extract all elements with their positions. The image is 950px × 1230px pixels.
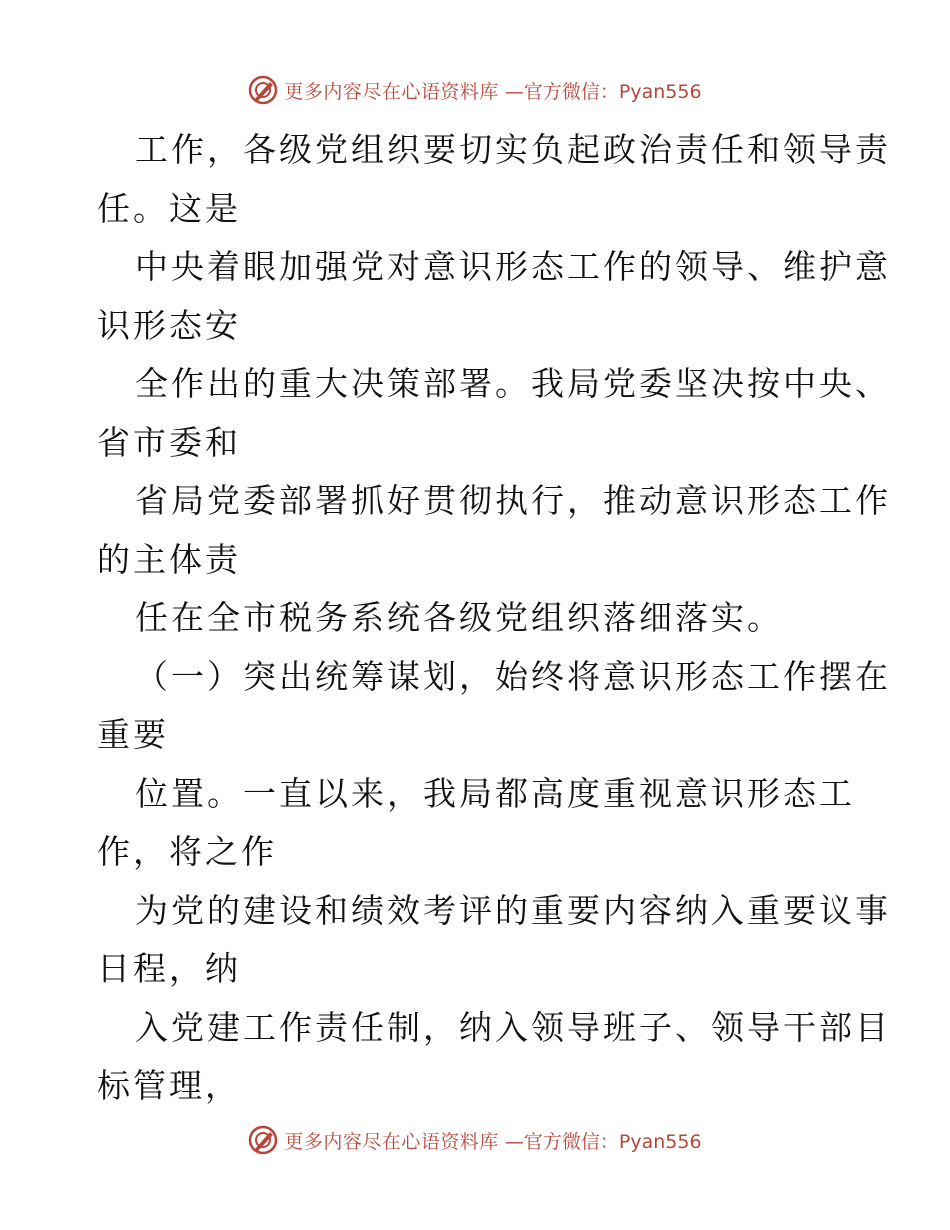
header-contact-text: —官方微信：Pyan556 [504, 80, 702, 103]
body-line: 位置。一直以来，我局都高度重视意识形态工 [135, 773, 855, 813]
body-line: 全作出的重大决策部署。我局党委坚决按中央、 [135, 364, 891, 403]
body-line: 工作，各级党组织要切实负起政治责任和领导责 [135, 130, 891, 169]
body-line: 的主体责 [97, 539, 241, 579]
body-line: 中央着眼加强党对意识形态工作的领导、维护意 [135, 247, 891, 286]
footer-contact-text: —官方微信：Pyan556 [504, 1130, 702, 1153]
body-line: 任。这是 [97, 188, 241, 228]
footer-banner [0, 1120, 950, 1160]
body-line: 任在全市税务系统各级党组织落细落实。 [135, 598, 783, 637]
body-line: 作，将之作 [97, 832, 277, 871]
pen-logo-icon [248, 1125, 278, 1155]
body-line: 重要 [97, 715, 169, 754]
body-line: （一）突出统筹谋划，始终将意识形态工作摆在 [135, 656, 891, 696]
body-line: 标管理， [97, 1066, 241, 1105]
body-line: 识形态安 [97, 305, 241, 345]
body-line: 省局党委部署抓好贯彻执行，推动意识形态工作 [135, 481, 891, 520]
footer-promo-text: 更多内容尽在心语资料库 [284, 1130, 499, 1153]
body-line: 入党建工作责任制，纳入领导班子、领导干部目 [135, 1007, 891, 1047]
pen-logo-icon [248, 75, 278, 105]
body-line: 省市委和 [97, 422, 241, 462]
document-body [97, 121, 891, 1116]
body-line: 为党的建设和绩效考评的重要内容纳入重要议事 [135, 890, 891, 930]
header-banner [0, 70, 950, 110]
body-line: 日程，纳 [97, 949, 241, 988]
header-promo-text: 更多内容尽在心语资料库 [284, 80, 499, 103]
